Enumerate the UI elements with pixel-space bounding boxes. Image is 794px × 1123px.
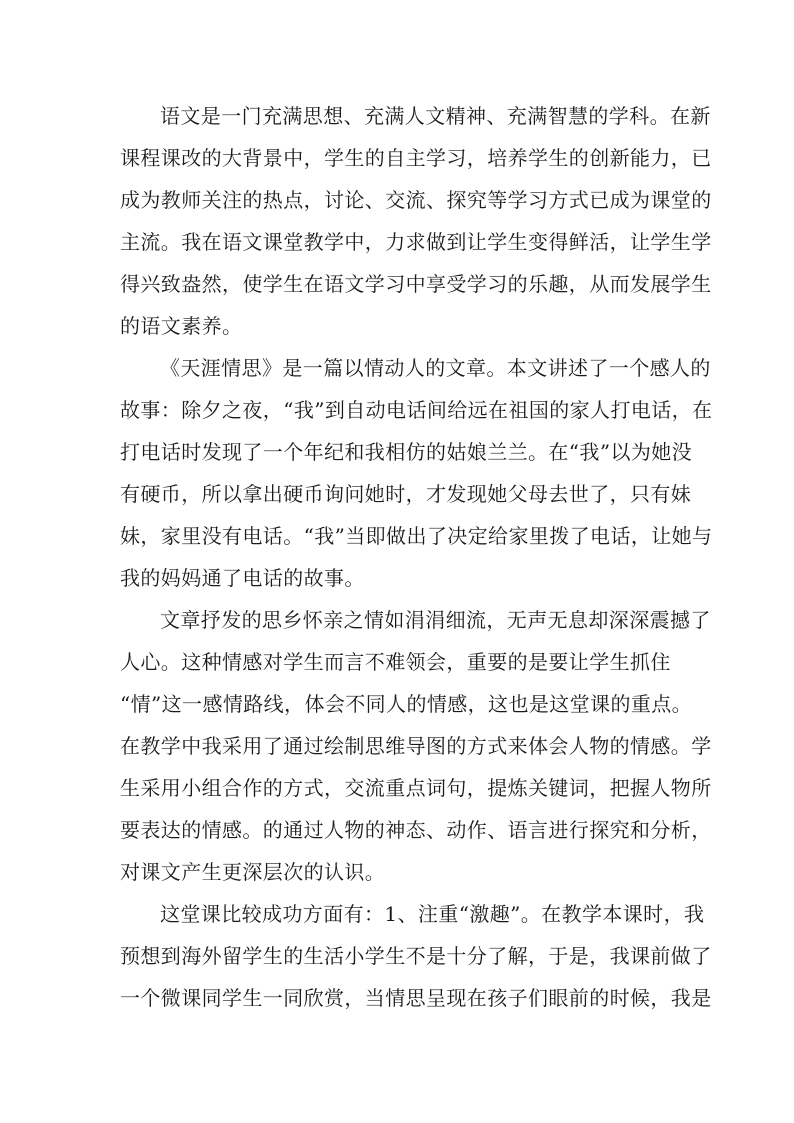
text-line: 成为教师关注的热点，讨论、交流、探究等学习方式已成为课堂的 [120,188,712,212]
text-line: 语文是一门充满思想、充满人文精神、充满智慧的学科。在新 [160,104,711,128]
text-line: 要表达的情感。的通过人物的神态、动作、语言进行探究和分析， [120,818,712,842]
text-line: 预想到海外留学生的生活小学生不是十分了解，于是，我课前做了 [120,944,712,968]
text-line: 这堂课比较成功方面有：1、注重“激趣”。在教学本课时，我 [160,902,705,926]
text-line: 《天涯情思》是一篇以情动人的文章。本文讲述了一个感人的 [160,356,711,380]
text-line: 课程课改的大背景中，学生的自主学习，培养学生的创新能力，已 [120,146,712,170]
text-line: 有硬币，所以拿出硬币询问她时，才发现她父母去世了，只有妹 [120,482,692,506]
text-line: 打电话时发现了一个年纪和我相仿的姑娘兰兰。在“我”以为她没 [120,440,693,464]
text-line: “情”这一感情路线，体会不同人的情感，这也是这堂课的重点。 [120,692,693,716]
text-line: 对课文产生更深层次的认识。 [120,860,386,884]
text-line: 妹，家里没有电话。“我”当即做出了决定给家里拨了电话，让她与 [120,524,713,548]
text-line: 的语文素养。 [120,314,243,338]
text-line: 人心。这种情感对学生而言不难领会，重要的是要让学生抓住 [120,650,671,674]
text-line: 主流。我在语文课堂教学中，力求做到让学生变得鲜活，让学生学 [120,230,712,254]
text-line: 得兴致盎然，使学生在语文学习中享受学习的乐趣，从而发展学生 [120,272,712,296]
text-line: 文章抒发的思乡怀亲之情如涓涓细流，无声无息却深深震撼了 [160,608,711,632]
text-line: 在教学中我采用了通过绘制思维导图的方式来体会人物的情感。学 [120,734,712,758]
text-line: 我的妈妈通了电话的故事。 [120,566,365,590]
text-line: 生采用小组合作的方式，交流重点词句，提炼关键词，把握人物所 [120,776,712,800]
text-line: 故事：除夕之夜，“我”到自动电话间给远在祖国的家人打电话，在 [120,398,713,422]
text-line: 一个微课同学生一同欣赏，当情思呈现在孩子们眼前的时候，我是 [120,986,712,1010]
